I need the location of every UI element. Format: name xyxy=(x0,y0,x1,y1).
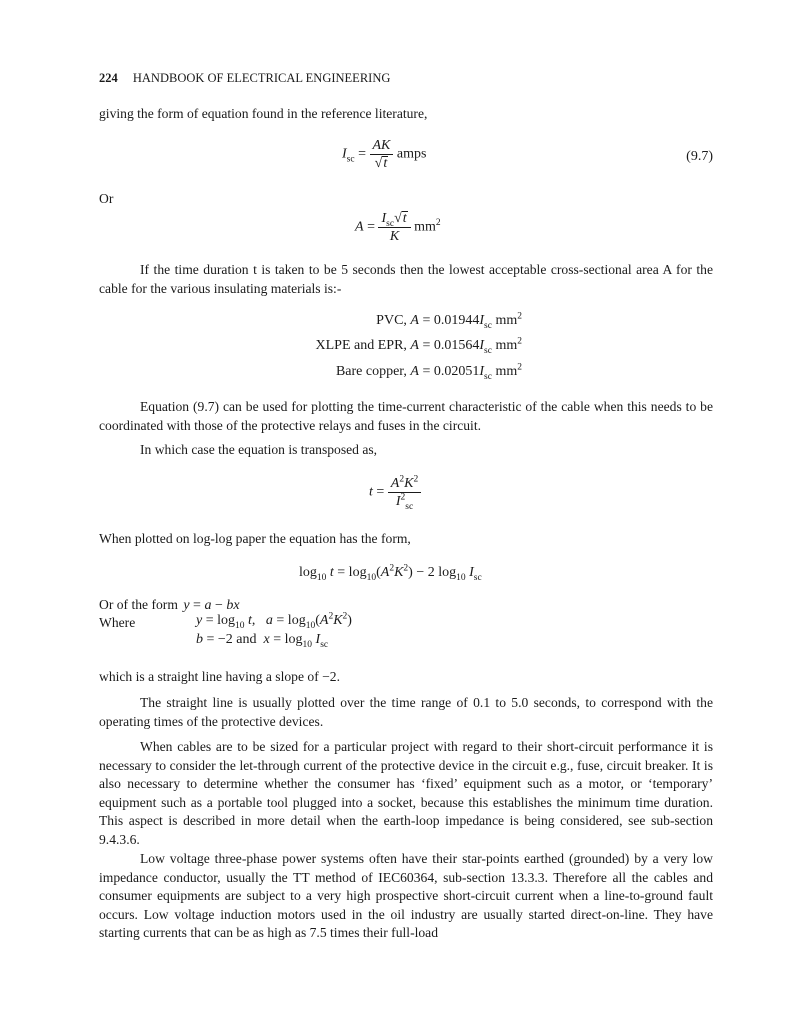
form-line: Or of the form y = a − bx xyxy=(99,597,240,613)
equation-log-form: $\log_{10} t = \log_{10}(A^2K^2) - 2$ $\log_{10} I_{sc}$ xyxy=(299,563,482,583)
where-line-2: b = −2 and $x = \log_{10} I_{sc}$ xyxy=(196,632,329,650)
paragraph-log-log: When plotted on log-log paper the equation has the form, xyxy=(99,531,411,546)
paragraph-low-voltage: Low voltage three-phase power systems often have their star-points earthed (grounded) by a very low impedance conductor, usually the TT method of IEC60364, sub-section 13.3.3. Therefore all the cables and consumer equipments are subject to a very high prospective short-circuit current when a line-to-ground fault occurs. Low voltage induction motors used in the oil industry are usually started direct-on-line. They have starting currents that can be as high as 7.5 times their full-load xyxy=(99,851,713,940)
equation-number: (9.7) xyxy=(686,149,713,164)
paragraph-slope: which is a straight line having a slope of −2. xyxy=(99,669,340,684)
equation-time: t = $\frac{A^2K^2}{I^2_{sc}}$ xyxy=(369,475,421,510)
page-number: 224 xyxy=(99,71,118,85)
paragraph-time-range: The straight line is usually plotted over the time range of 0.1 to 5.0 seconds, to correspond with the operating times of the protective devices. xyxy=(99,695,713,729)
equation-area: A = $\frac{I_{sc}√t}{K}$ $mm^2$ xyxy=(355,211,441,244)
paragraph-equation-plotting: Equation (9.7) can be used for plotting the time-current characteristic of the cable when this needs to be coordinated with those of the protective relays and fuses in the circuit. xyxy=(99,399,713,433)
running-title: HANDBOOK OF ELECTRICAL ENGINEERING xyxy=(132,71,391,85)
where-line-1: $y = \log_{10} t$, $a = \log_{10}(A^2K^2)$ xyxy=(196,611,352,631)
paragraph-time-duration: If the time duration t is taken to be 5 seconds then the lowest acceptable cross-sectional area A for the cable for the various insulating materials is:- xyxy=(99,262,713,296)
material-row-xlpe: XLPE and EPR, $A = 0.01564I_{sc}$ $mm^2$ xyxy=(315,336,522,356)
paragraph-intro: giving the form of equation found in the reference literature, xyxy=(99,106,428,121)
unit-mm: mm xyxy=(414,219,436,235)
material-row-pvc: PVC, $A = 0.01944I_{sc}$ $mm^2$ xyxy=(376,311,522,331)
where-label: Where xyxy=(99,615,136,630)
running-header xyxy=(99,71,390,86)
paragraph-transposed: In which case the equation is transposed as, xyxy=(140,442,378,457)
material-row-bare-copper: Bare copper, $A = 0.02051I_{sc}$ $mm^2$ xyxy=(335,362,522,382)
unit-amps: amps xyxy=(396,146,427,162)
paragraph-sizing: When cables are to be sized for a particular project with regard to their short-circuit performance it is necessary to consider the let-through current of the protective device in the circuit e.g., fuse, circuit breaker. It is also necessary to determine whether the consumer has ‘fixed’ equipment such as a motor, or ‘temporary’ equipment such as a portable tool plugged into a socket, because this establishes the minimum time duration. This aspect is described in more detail when the earth-loop impedance is being considered, see sub-section 9.4.3.6. xyxy=(99,739,713,847)
or-label: Or xyxy=(99,191,114,206)
equation-isc: $I_{sc}$ = $\frac{AK}{√t}$ amps xyxy=(342,138,427,171)
